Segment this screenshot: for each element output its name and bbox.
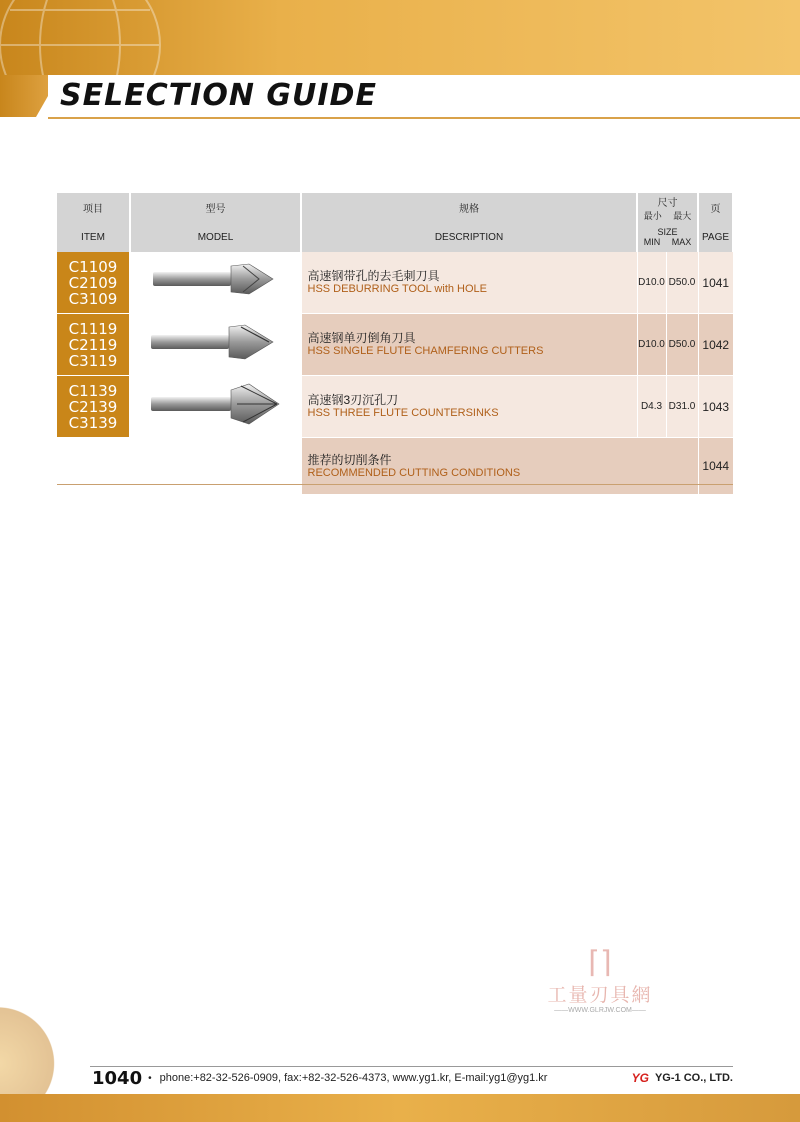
description-cn: 高速钢3刃沉孔刀 xyxy=(307,393,399,407)
item-code: C1139 xyxy=(68,381,118,400)
size-min: D10.0 xyxy=(637,252,666,314)
page-link[interactable]: 1042 xyxy=(698,314,733,376)
footer-band xyxy=(0,1094,800,1122)
item-code: C2119 xyxy=(68,335,118,354)
selection-table xyxy=(57,193,734,494)
description-en: HSS DEBURRING TOOL with HOLE xyxy=(307,283,488,295)
model-image xyxy=(130,252,301,314)
description xyxy=(301,314,637,376)
watermark-url: ——WWW.GLRJW.COM—— xyxy=(554,1007,646,1014)
col-item-cn: 项目 xyxy=(57,193,130,222)
table-row xyxy=(57,376,733,438)
col-page-cn: 页 xyxy=(698,193,733,222)
page-link[interactable]: 1044 xyxy=(698,438,733,495)
item-code: C2109 xyxy=(68,273,118,292)
size-label-en: SIZE xyxy=(657,227,678,237)
contact-info: phone:+82-32-526-0909, fax:+82-32-526-4373, www.yg1.kr, E-mail:yg1@yg1.kr xyxy=(159,1072,548,1084)
size-min: D4.3 xyxy=(637,376,666,438)
table-row xyxy=(57,438,733,495)
page-link[interactable]: 1043 xyxy=(698,376,733,438)
description xyxy=(301,376,637,438)
table-bottom-rule xyxy=(57,484,733,485)
header-row-cn xyxy=(57,193,733,222)
size-label-cn: 尺寸 xyxy=(657,197,678,209)
table-row xyxy=(57,314,733,376)
col-size-en xyxy=(637,222,698,252)
col-description-en: DESCRIPTION xyxy=(301,222,637,252)
description-cn: 推荐的切削条件 xyxy=(307,452,392,467)
item-codes xyxy=(57,252,130,314)
item-code: C3139 xyxy=(68,413,118,432)
bullet-icon: • xyxy=(148,1072,152,1084)
model-image xyxy=(130,314,301,376)
description-cn: 高速钢单刃倒角刀具 xyxy=(307,331,416,345)
col-model-en: MODEL xyxy=(130,222,301,252)
description xyxy=(301,438,698,495)
size-min: D10.0 xyxy=(637,314,666,376)
footer xyxy=(92,1067,733,1089)
min-label-en: MIN xyxy=(643,237,661,247)
item-code: C3109 xyxy=(68,289,118,308)
company-name: YG-1 CO., LTD. xyxy=(654,1072,733,1084)
blank-cell xyxy=(57,438,301,495)
col-item-en: ITEM xyxy=(57,222,130,252)
col-size-cn xyxy=(637,193,698,222)
item-codes xyxy=(57,314,130,376)
min-label-cn: 最小 xyxy=(643,210,662,221)
page-title: SELECTION GUIDE xyxy=(60,78,377,113)
description-cn: 高速钢带孔的去毛刺刀具 xyxy=(307,269,440,283)
brand xyxy=(632,1071,733,1085)
header-row-en xyxy=(57,222,733,252)
size-max: D50.0 xyxy=(666,252,698,314)
description-en: RECOMMENDED CUTTING CONDITIONS xyxy=(307,466,521,479)
countersink-icon xyxy=(131,376,302,432)
watermark xyxy=(530,945,670,1014)
yg-logo-icon: YG xyxy=(631,1071,649,1085)
watermark-text: 工量刃具網 xyxy=(547,984,653,1006)
description-en: HSS THREE FLUTE COUNTERSINKS xyxy=(307,407,499,419)
description-en: HSS SINGLE FLUTE CHAMFERING CUTTERS xyxy=(307,345,544,357)
page-link[interactable]: 1041 xyxy=(698,252,733,314)
watermark-logo-icon: ⌈⌉ xyxy=(588,946,612,979)
col-page-en: PAGE xyxy=(698,222,733,252)
item-codes xyxy=(57,376,130,438)
item-code: C3119 xyxy=(68,351,118,370)
size-max: D50.0 xyxy=(666,314,698,376)
max-label-cn: 最大 xyxy=(673,210,692,221)
description xyxy=(301,252,637,314)
col-description-cn: 规格 xyxy=(301,193,637,222)
col-model-cn: 型号 xyxy=(130,193,301,222)
max-label-en: MAX xyxy=(671,237,692,247)
page-number: 1040 xyxy=(92,1067,143,1089)
deburring-tool-icon xyxy=(131,252,302,308)
size-max: D31.0 xyxy=(666,376,698,438)
item-code: C1119 xyxy=(68,319,118,338)
item-code: C1109 xyxy=(68,257,118,276)
chamfering-cutter-icon xyxy=(131,314,302,370)
model-image xyxy=(130,376,301,438)
table-row xyxy=(57,252,733,314)
item-code: C2139 xyxy=(68,397,118,416)
